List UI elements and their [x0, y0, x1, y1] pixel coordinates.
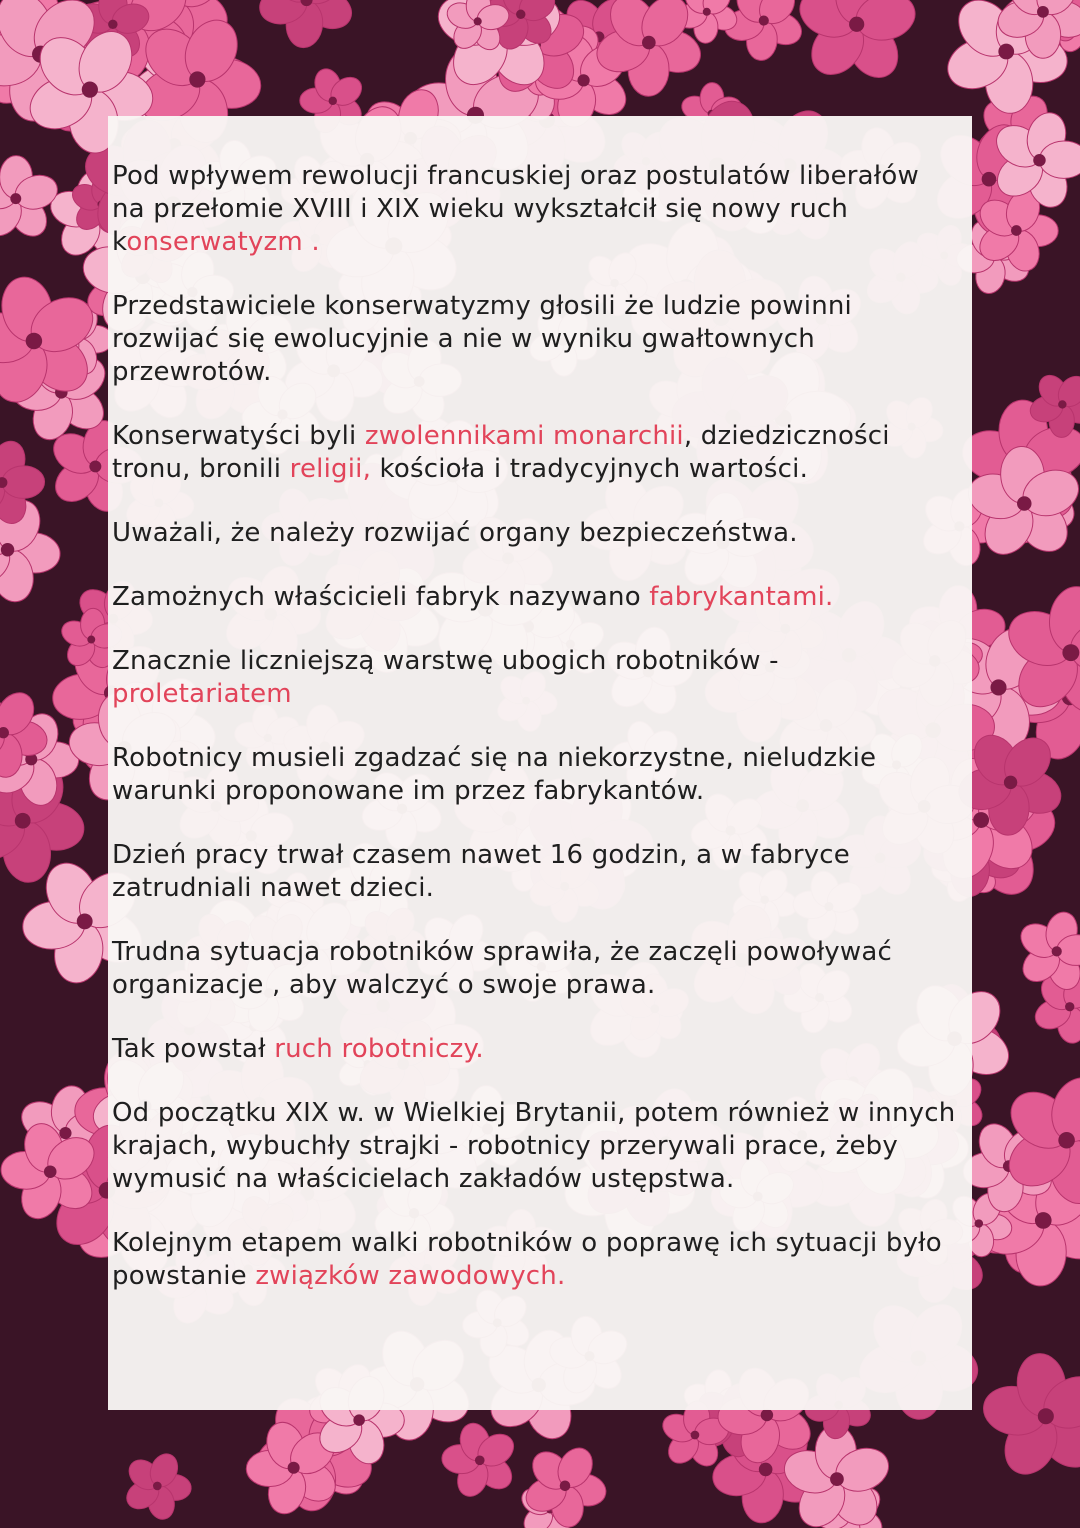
paragraph: [112, 742, 972, 808]
paragraph: [112, 290, 972, 389]
highlighted-term: religii,: [289, 454, 372, 484]
paragraph: [112, 581, 972, 614]
highlighted-term: ruch robotniczy.: [274, 1034, 484, 1064]
highlighted-term: onserwatyzm .: [126, 227, 320, 257]
paragraph: [112, 645, 972, 711]
text-run: Trudna sytuacja robotników sprawiła, że zaczęli powoływać organizacje , aby walczyć o swoje prawa.: [112, 937, 892, 1000]
paragraph: [112, 936, 972, 1002]
text-run: Od początku XIX w. w Wielkiej Brytanii, potem również w innych krajach, wybuchły strajki - robotnicy przerywali prace, żeby wymusić na właścicielach zakładów ustępstwa.: [112, 1098, 956, 1194]
highlighted-term: zwolennikami monarchii: [364, 421, 684, 451]
paragraph: [112, 420, 972, 486]
paragraph: [112, 1097, 972, 1196]
text-card: [108, 116, 972, 1410]
text-run: Przedstawiciele konserwatyzmy głosili że ludzie powinni rozwijać się ewolucyjnie a nie w wyniku gwałtownych przewrotów.: [112, 291, 852, 387]
text-run: Tak powstał: [112, 1034, 275, 1064]
text-run: Konserwatyści byli: [112, 421, 365, 451]
text-run: Zamożnych właścicieli fabryk nazywano: [112, 582, 650, 612]
paragraph: [112, 160, 972, 259]
paragraph: [112, 517, 972, 550]
paragraph: [112, 839, 972, 905]
text-run: Robotnicy musieli zgadzać się na niekorzystne, nieludzkie warunki proponowane im przez fabrykantów.: [112, 743, 877, 806]
highlighted-term: proletariatem: [112, 679, 292, 709]
text-run: Pod wpływem rewolucji francuskiej oraz postulatów liberałów na przełomie XVIII i XIX wieku wykształcił się nowy ruch k: [112, 161, 919, 257]
text-run: Kolejnym etapem walki robotników o poprawę ich sytuacji było powstanie: [112, 1228, 942, 1291]
text-run: Znacznie liczniejszą warstwę ubogich robotników -: [112, 646, 779, 676]
text-run: Uważali, że należy rozwijać organy bezpieczeństwa.: [112, 518, 798, 548]
highlighted-term: związków zawodowych.: [255, 1261, 566, 1291]
text-run: , dziedziczności tronu, bronili: [112, 421, 890, 484]
text-run: Dzień pracy trwał czasem nawet 16 godzin, a w fabryce zatrudniali nawet dzieci.: [112, 840, 851, 903]
highlighted-term: fabrykantami.: [649, 582, 834, 612]
paragraph: [112, 1033, 972, 1066]
paragraph: [112, 1227, 972, 1293]
text-run: kościoła i tradycyjnych wartości.: [371, 454, 809, 484]
